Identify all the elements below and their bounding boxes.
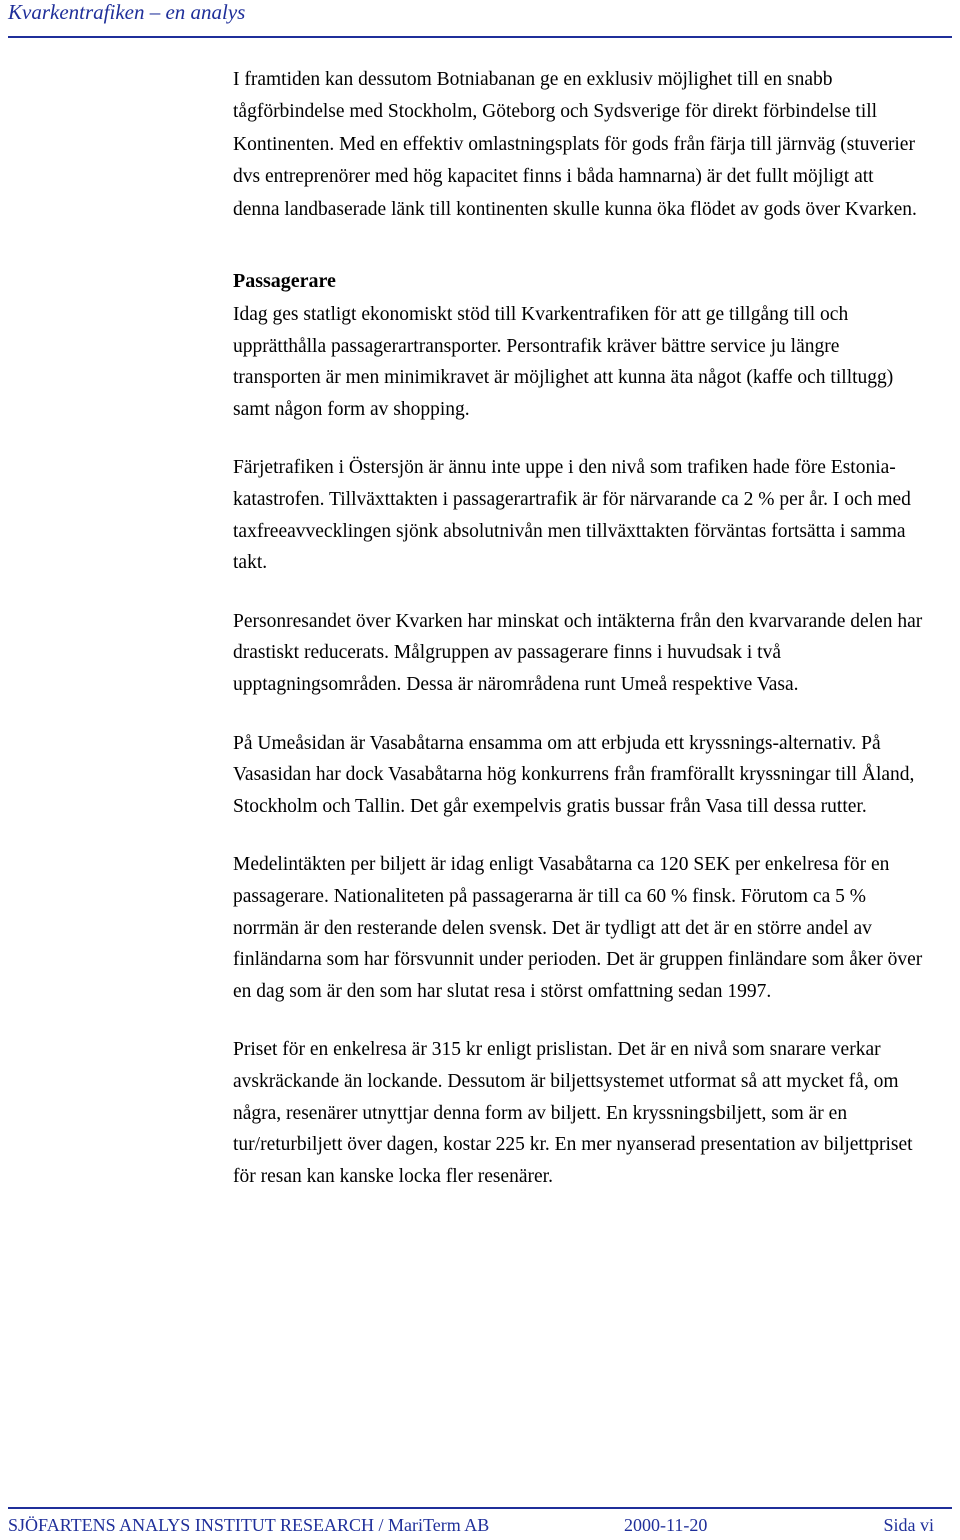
page-footer: [8, 1507, 952, 1540]
paragraph-3: Personresandet över Kvarken har minskat och intäkterna från den kvarvarande delen har drastiskt reducerats. Målgruppen av passagerare finns i huvudsak i två upptagningsområden. Dessa är närområdena runt Umeå respektive Vasa.: [233, 610, 923, 695]
footer-page-number: Sida vi: [883, 1515, 934, 1535]
header-title: Kvarkentrafiken – en analys: [8, 0, 246, 24]
intro-paragraph: I framtiden kan dessutom Botniabanan ge en exklusiv möjlighet till en snabb tågförbindelse med Stockholm, Göteborg och Sydsverige för direkt förbindelse till Kontinenten. Med en effektiv omlastningsplats för gods från färja till järnväg (stuverier dvs entreprenörer med hög kapacitet finns i båda hamnarna) är det fullt möjligt att denna landbaserade länk till kontinenten skulle kunna öka flödet av gods över Kvarken.: [233, 69, 917, 220]
footer-date: 2000-11-20: [624, 1515, 708, 1535]
paragraph-6: Priset för en enkelresa är 315 kr enligt prislistan. Det är en nivå som snarare verkar avskräckande än lockande. Dessutom är biljettsystemet utformat så att mycket få, om några, resenärer utnyttjar denna form av biljett. En kryssningsbiljett, som är en tur/returbiljett över dagen, kostar 225 kr. En mer nyanserad presentation av biljettpriset för resan kan kanske locka fler resenärer.: [233, 1039, 913, 1187]
paragraph-1: Idag ges statligt ekonomiskt stöd till Kvarkentrafiken för att ge tillgång till och upprätthålla passagerartransporter. Persontrafik kräver bättre service ju längre transporten är men minimikravet är möjlighet att kunna äta något (kaffe och tilltugg) samt någon form av shopping.: [233, 304, 894, 420]
section-heading-passagerare: Passagerare: [233, 270, 336, 293]
footer-organization: SJÖFARTENS ANALYS INSTITUT RESEARCH / MariTerm AB: [8, 1515, 490, 1535]
paragraph-2: Färjetrafiken i Östersjön är ännu inte uppe i den nivå som trafiken hade före Estonia-katastrofen. Tillväxttakten i passagerartrafik är för närvarande ca 2 % per år. I och med taxfreeavvecklingen sjönk absolutnivån men tillväxttakten förväntas fortsätta i samma takt.: [233, 457, 911, 574]
page-header: [8, 0, 952, 38]
paragraph-5: Medelintäkten per biljett är idag enligt Vasabåtarna ca 120 SEK per enkelresa för en passagerare. Nationaliteten på passagerarna är till ca 60 % finsk. Förutom ca 5 % norrmän är den resterande delen svensk. Det är tydligt att det är en större andel av finländarna som har försvunnit under perioden. Det är gruppen finländare som åker över en dag som är den som har slutat resa i störst omfattning sedan 1997.: [233, 854, 923, 1002]
document-body: [233, 64, 923, 1219]
paragraph-4: På Umeåsidan är Vasabåtarna ensamma om att erbjuda ett kryssnings-alternativ. På Vasasidan har dock Vasabåtarna hög konkurrens från framförallt kryssningar till Åland, Stockholm och Tallin. Det går exempelvis gratis bussar från Vasa till dessa rutter.: [233, 732, 915, 817]
